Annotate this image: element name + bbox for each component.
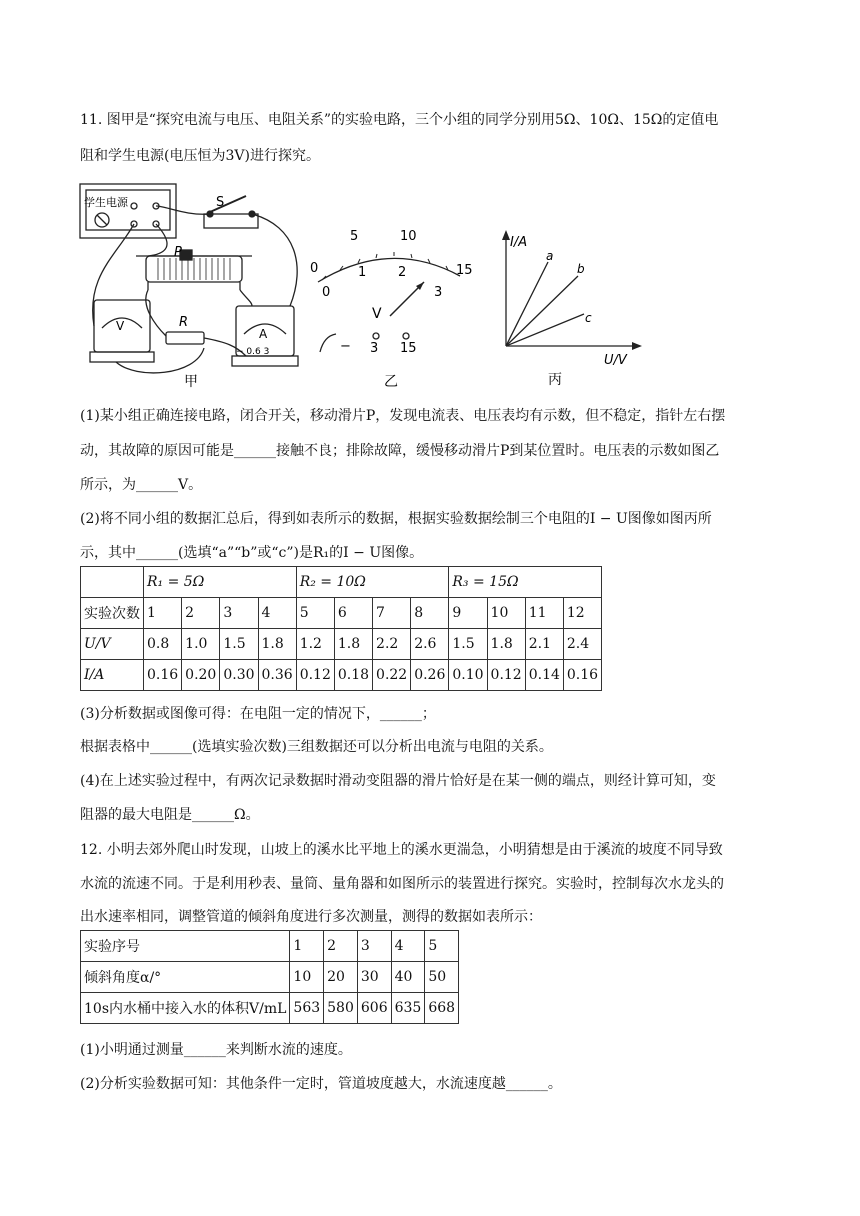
current-cell: 0.12 xyxy=(296,660,334,691)
current-cell: 0.16 xyxy=(144,660,182,691)
row-label-seq: 实验序号 xyxy=(81,931,290,962)
voltage-cell: 1.8 xyxy=(334,629,372,660)
q11-part3-line1: (3)分析数据或图像可得：在电阻一定的情况下，______； xyxy=(80,706,436,722)
line-b-label: b xyxy=(577,262,585,276)
fig-caption-yi: 乙 xyxy=(384,374,398,390)
y-axis-arrow-icon xyxy=(502,230,510,240)
voltage-cell: 1.8 xyxy=(258,629,296,660)
line-a-label: a xyxy=(546,249,554,263)
trial-cell: 4 xyxy=(258,598,296,629)
table-row xyxy=(81,962,459,993)
dial-lower-tick-2: 2 xyxy=(398,265,407,280)
current-cell: 0.26 xyxy=(411,660,449,691)
x-axis-label: U/V xyxy=(604,353,627,368)
q12-stem-line2: 水流的流速不同。于是利用秒表、量筒、量角器和如图所示的装置进行探究。实验时，控制每次水龙头的 xyxy=(80,876,724,892)
dial-upper-tick-5: 5 xyxy=(350,229,359,244)
current-cell: 0.12 xyxy=(487,660,525,691)
table-row xyxy=(81,567,602,598)
table-row xyxy=(81,660,602,691)
trial-cell: 11 xyxy=(525,598,563,629)
dial-unit: V xyxy=(372,306,382,322)
dial-lower-tick-1: 1 xyxy=(358,265,367,280)
q11-stem-line1: 11. 图甲是“探究电流与电压、电阻关系”的实验电路，三个小组的同学分别用5Ω、10Ω、15Ω的定值电 xyxy=(80,112,719,128)
current-cell: 0.36 xyxy=(258,660,296,691)
q12-part1: (1)小明通过测量______来判断水流的速度。 xyxy=(80,1042,352,1058)
trial-cell: 12 xyxy=(563,598,601,629)
trial-cell: 3 xyxy=(220,598,258,629)
table-row xyxy=(81,629,602,660)
trial-cell: 10 xyxy=(487,598,525,629)
voltage-cell: 2.2 xyxy=(373,629,411,660)
slider-label: P xyxy=(174,245,182,260)
power-supply-label: 学生电源 xyxy=(84,196,128,209)
current-cell: 0.22 xyxy=(373,660,411,691)
line-b xyxy=(506,276,578,346)
switch-label: S xyxy=(216,195,225,210)
voltmeter-dial-figure-yi xyxy=(300,224,482,390)
dial-lower-tick-0: 0 xyxy=(322,285,331,300)
q12-part2: (2)分析实验数据可知：其他条件一定时，管道坡度越大，水流速度越______。 xyxy=(80,1076,562,1092)
fig-caption-bing: 丙 xyxy=(548,372,562,388)
trial-cell: 7 xyxy=(373,598,411,629)
resistor-label: R xyxy=(179,315,189,330)
resistor-icon xyxy=(166,332,204,344)
angle-cell: 20 xyxy=(324,962,358,993)
voltage-cell: 2.6 xyxy=(411,629,449,660)
y-axis-label: I/A xyxy=(510,235,528,250)
volume-cell: 563 xyxy=(290,993,324,1024)
q11-part4-line1: (4)在上述实验过程中，有两次记录数据时滑动变阻器的滑片恰好是在某一侧的端点，则经计算可知，变 xyxy=(80,773,716,789)
q11-part2-line2: 示，其中______(选填“a”“b”或“c”)是R₁的I − U图像。 xyxy=(80,545,424,561)
trial-cell: 9 xyxy=(449,598,487,629)
dial-lower-tick-3: 3 xyxy=(434,285,443,300)
voltage-cell: 2.4 xyxy=(563,629,601,660)
angle-cell: 10 xyxy=(290,962,324,993)
row-label-trial: 实验次数 xyxy=(81,598,144,629)
q12-data-table xyxy=(80,930,459,1024)
table-row xyxy=(81,993,459,1024)
angle-cell: 50 xyxy=(425,962,459,993)
terminal-neg: − xyxy=(340,339,351,354)
table-row xyxy=(81,931,459,962)
voltmeter-label: V xyxy=(116,319,125,333)
dial-upper-tick-15: 15 xyxy=(456,263,473,278)
dial-upper-tick-10: 10 xyxy=(400,229,417,244)
voltage-cell: 1.5 xyxy=(220,629,258,660)
q11-part3-line2: 根据表格中______(选填实验次数)三组数据还可以分析出电流与电阻的关系。 xyxy=(80,739,553,755)
angle-cell: 40 xyxy=(391,962,425,993)
q11-part2-line1: (2)将不同小组的数据汇总后，得到如表所示的数据，根据实验数据绘制三个电阻的I − U图像如图丙所 xyxy=(80,511,712,527)
q11-part1-line3: 所示，为______V。 xyxy=(80,477,203,493)
current-cell: 0.18 xyxy=(334,660,372,691)
voltage-cell: 1.0 xyxy=(182,629,220,660)
iu-graph-figure-bing xyxy=(486,226,646,390)
seq-cell: 4 xyxy=(391,931,425,962)
table-row xyxy=(81,598,602,629)
trial-cell: 5 xyxy=(296,598,334,629)
trial-cell: 2 xyxy=(182,598,220,629)
voltage-cell: 2.1 xyxy=(525,629,563,660)
x-axis-arrow-icon xyxy=(632,342,642,350)
current-cell: 0.10 xyxy=(449,660,487,691)
voltage-cell: 1.8 xyxy=(487,629,525,660)
q11-stem-line2: 阻和学生电源(电压恒为3V)进行探究。 xyxy=(80,148,320,164)
q11-part1-line2: 动，其故障的原因可能是______接触不良；排除故障，缓慢移动滑片P到某位置时。电压表的示数如图乙 xyxy=(80,443,720,459)
row-label-angle: 倾斜角度α/° xyxy=(81,962,290,993)
line-c-label: c xyxy=(585,311,592,325)
dial-upper-tick-0: 0 xyxy=(310,261,319,276)
voltage-cell: 1.5 xyxy=(449,629,487,660)
q12-stem-line3: 出水速率相同，调整管道的倾斜角度进行多次测量，测得的数据如表所示： xyxy=(80,909,542,925)
angle-cell: 30 xyxy=(357,962,391,993)
volume-cell: 606 xyxy=(357,993,391,1024)
group-header-r1: R₁ = 5Ω xyxy=(144,567,297,598)
q11-data-table xyxy=(80,566,602,691)
q11-part1-line1: (1)某小组正确连接电路，闭合开关，移动滑片P，发现电流表、电压表均有示数，但不稳定，指针左右摆 xyxy=(80,408,726,424)
voltage-cell: 0.8 xyxy=(144,629,182,660)
current-cell: 0.14 xyxy=(525,660,563,691)
row-label-volume: 10s内水桶中接入水的体积V/mL xyxy=(81,993,290,1024)
q12-stem-line1: 12. 小明去郊外爬山时发现，山坡上的溪水比平地上的溪水更湍急，小明猜想是由于溪流的坡度不同导致 xyxy=(80,842,723,858)
current-cell: 0.30 xyxy=(220,660,258,691)
line-a xyxy=(506,262,548,346)
trial-cell: 1 xyxy=(144,598,182,629)
circuit-figure-jia xyxy=(76,176,308,390)
volume-cell: 668 xyxy=(425,993,459,1024)
volume-cell: 580 xyxy=(324,993,358,1024)
voltage-cell: 1.2 xyxy=(296,629,334,660)
row-label-current: I/A xyxy=(81,660,144,691)
q11-part4-line2: 阻器的最大电阻是______Ω。 xyxy=(80,807,260,823)
ammeter-label: A xyxy=(259,327,268,341)
trial-cell: 6 xyxy=(334,598,372,629)
terminal-3: 3 xyxy=(370,341,379,356)
seq-cell: 3 xyxy=(357,931,391,962)
row-label-voltage: U/V xyxy=(81,629,144,660)
fig-caption-jia: 甲 xyxy=(184,374,198,390)
ammeter-terminals: − 0.6 3 xyxy=(236,347,270,357)
group-header-r3: R₃ = 15Ω xyxy=(449,567,602,598)
seq-cell: 1 xyxy=(290,931,324,962)
trial-cell: 8 xyxy=(411,598,449,629)
seq-cell: 5 xyxy=(425,931,459,962)
group-header-r2: R₂ = 10Ω xyxy=(296,567,449,598)
line-c xyxy=(506,314,584,346)
seq-cell: 2 xyxy=(324,931,358,962)
current-cell: 0.16 xyxy=(563,660,601,691)
volume-cell: 635 xyxy=(391,993,425,1024)
terminal-15: 15 xyxy=(400,341,417,356)
current-cell: 0.20 xyxy=(182,660,220,691)
